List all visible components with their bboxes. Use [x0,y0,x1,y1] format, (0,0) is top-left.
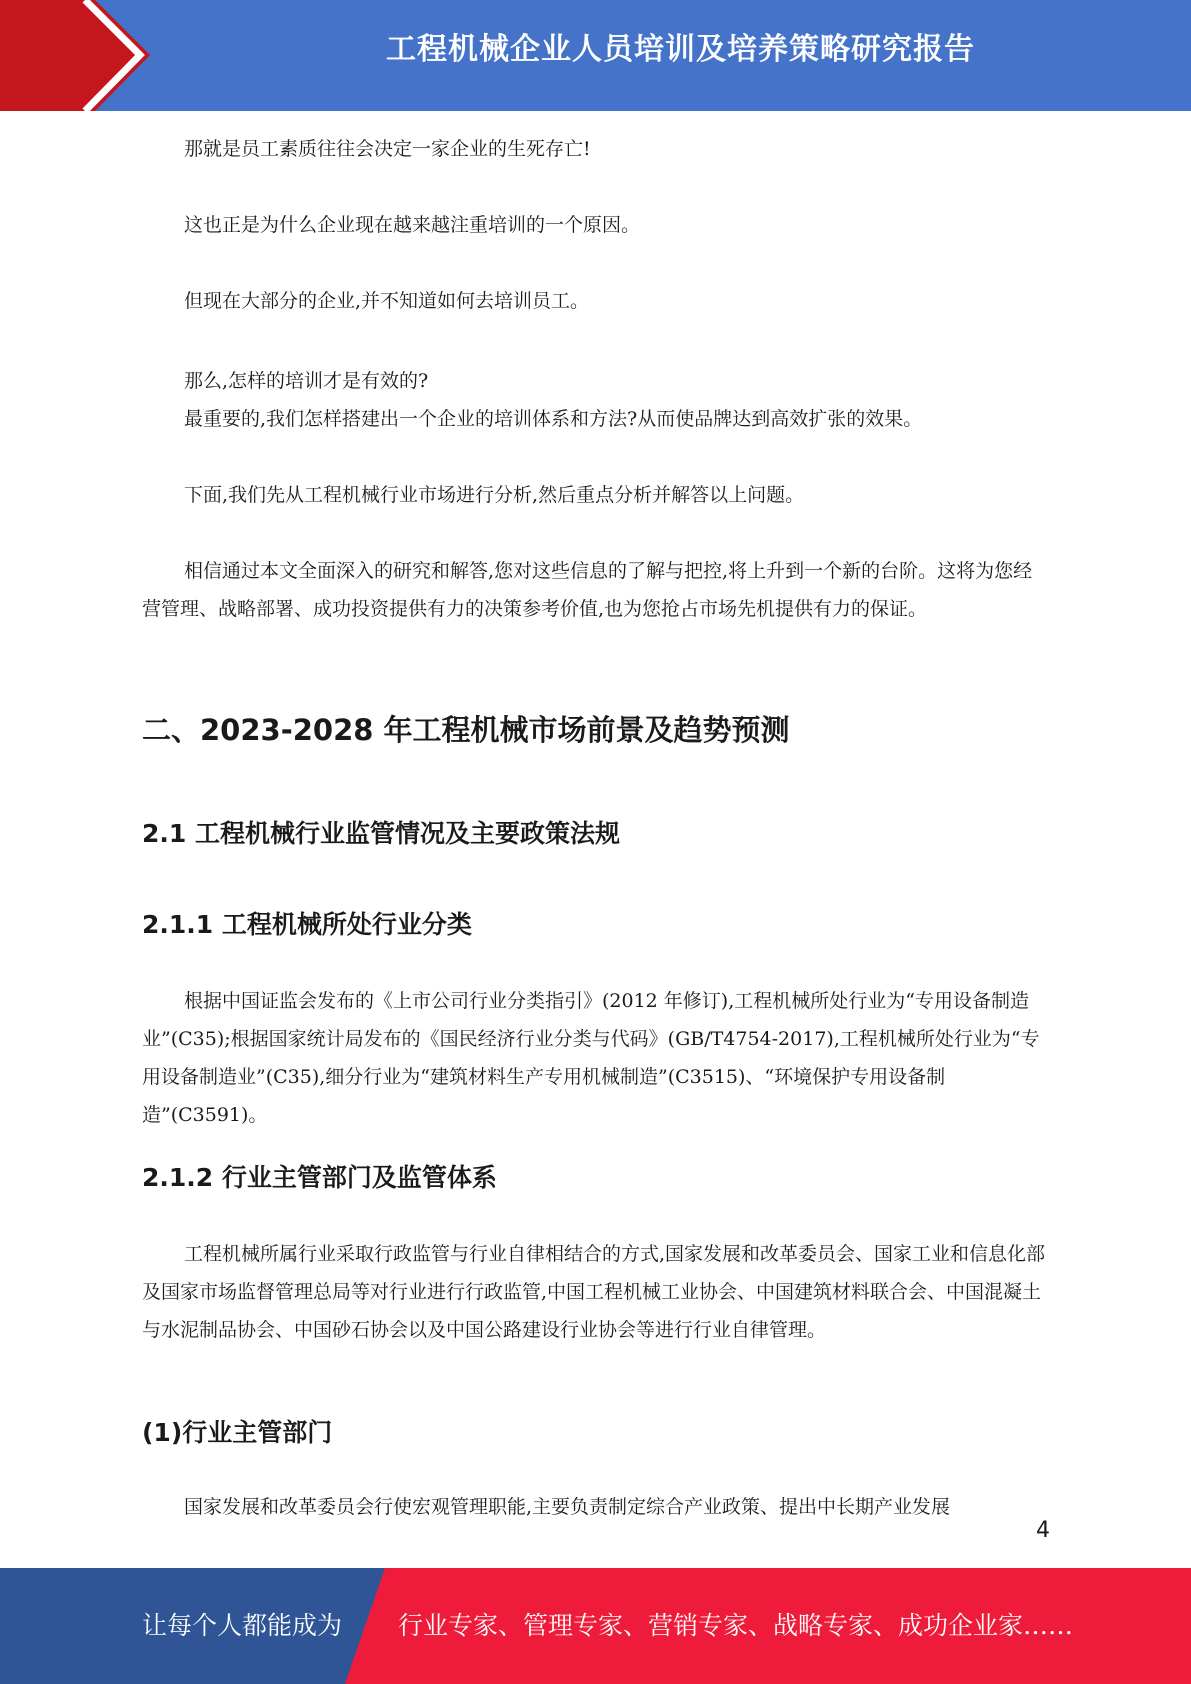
subsection-heading: 2.1 工程机械行业监管情况及主要政策法规 [142,819,620,848]
footer-slogan-right: 行业专家、管理专家、营销专家、战略专家、成功企业家…… [398,1611,1074,1640]
footer-slogan-left: 让每个人都能成为 [142,1611,343,1640]
paragraph: 那么,怎样的培训才是有效的? [184,370,429,392]
paragraph: 相信通过本文全面深入的研究和解答,您对这些信息的了解与把控,将上升到一个新的台阶。这将为您经营管理、战略部署、成功投资提供有力的决策参考价值,也为您抢占市场先机提供有力的保证。 [142,560,1033,620]
paragraph: 国家发展和改革委员会行使宏观管理职能,主要负责制定综合产业政策、提出中长期产业发展 [184,1496,951,1518]
paragraph: 工程机械所属行业采取行政监管与行业自律相结合的方式,国家发展和改革委员会、国家工业和信息化部及国家市场监督管理总局等对行业进行行政监管,中国工程机械工业协会、中国建筑材料联合会、中国混凝土与水泥制品协会、中国砂石协会以及中国公路建设行业协会等进行行业自律管理。 [142,1243,1046,1341]
report-title: 工程机械企业人员培训及培养策略研究报告 [386,32,975,67]
paragraph: 那就是员工素质往往会决定一家企业的生死存亡! [184,138,591,160]
page-footer [0,1568,1191,1684]
section-heading: 二、2023-2028 年工程机械市场前景及趋势预测 [142,713,790,747]
subsection-heading: 2.1.1 工程机械所处行业分类 [142,910,472,939]
subsection-heading: 2.1.2 行业主管部门及监管体系 [142,1163,497,1192]
subsection-heading: (1)行业主管部门 [142,1418,333,1447]
paragraph: 下面,我们先从工程机械行业市场进行分析,然后重点分析并解答以上问题。 [184,484,805,506]
paragraph: 最重要的,我们怎样搭建出一个企业的培训体系和方法?从而使品牌达到高效扩张的效果。 [184,408,923,430]
page-header [0,0,1191,111]
paragraph: 这也正是为什么企业现在越来越注重培训的一个原因。 [184,214,641,236]
header-arrow-decoration [0,0,150,111]
paragraph: 根据中国证监会发布的《上市公司行业分类指引》(2012 年修订),工程机械所处行业为“专用设备制造业”(C35);根据国家统计局发布的《国民经济行业分类与代码》(GB/T4754-2017),工程机械所处行业为“专用设备制造业”(C35),细分行业为“建筑材料生产专用机械制造”(C3515)、“环境保护专用设备制造”(C3591)。 [142,990,1040,1126]
paragraph: 但现在大部分的企业,并不知道如何去培训员工。 [184,290,590,312]
page-number: 4 [1036,1518,1050,1543]
